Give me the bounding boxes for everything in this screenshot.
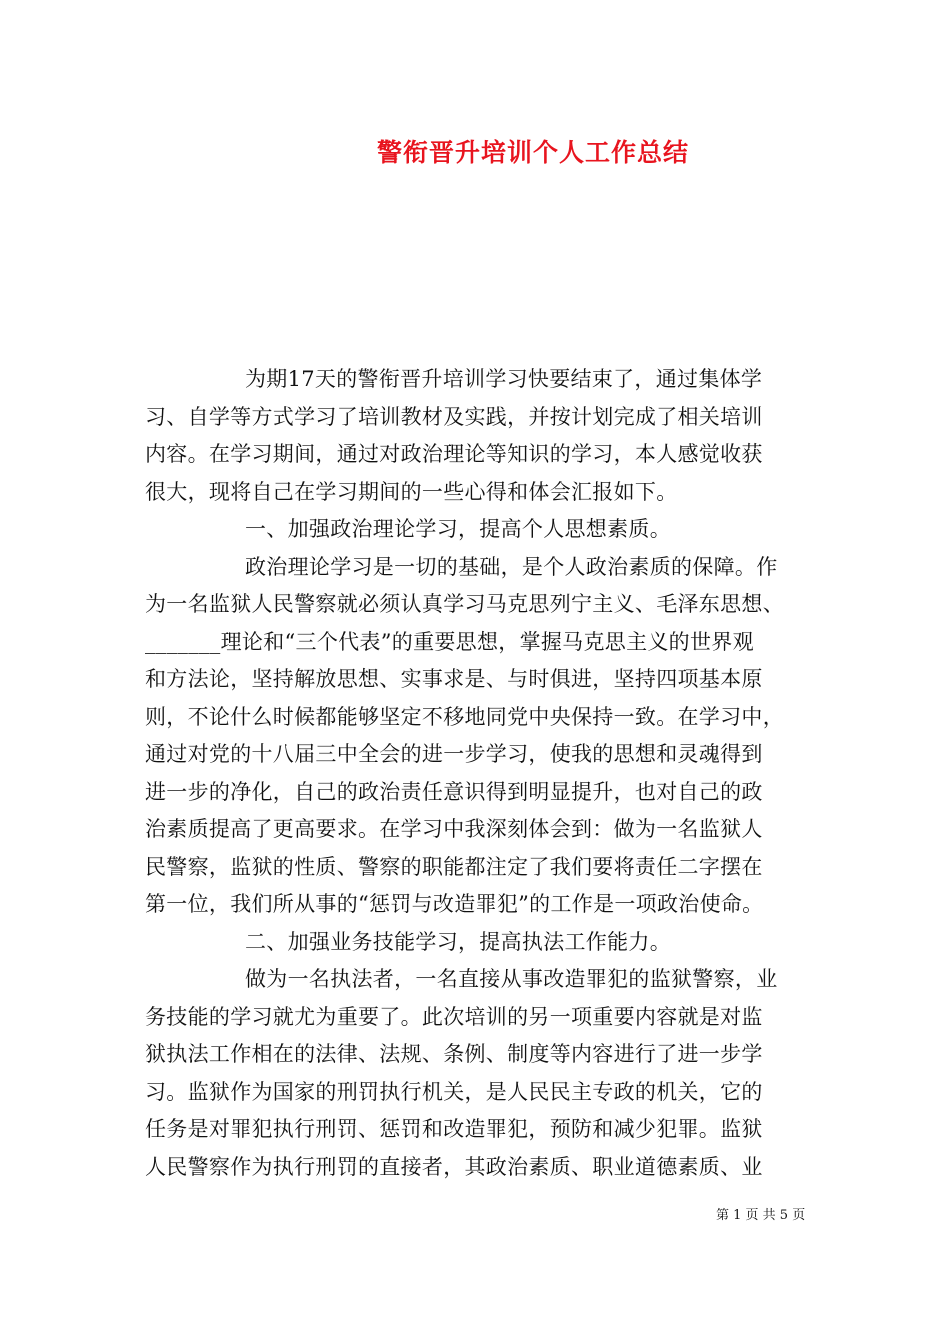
paragraph-line: 习。监狱作为国家的刑罚执行机关，是人民民主专政的机关，它的 — [145, 1079, 763, 1104]
section-heading-2: 二、加强业务技能学习，提高执法工作能力。 — [245, 929, 671, 954]
document-body — [145, 361, 815, 1186]
paragraph-line: 内容。在学习期间，通过对政治理论等知识的学习，本人感觉收获 — [145, 442, 763, 466]
paragraph-line: 为期17天的警衔晋升培训学习快要结束了，通过集体学 — [245, 367, 763, 391]
paragraph-line: 为一名监狱人民警察就必须认真学习马克思列宁主义、毛泽东思想、 — [145, 592, 784, 616]
page-number: 第 1 页 共 5 页 — [716, 1208, 806, 1223]
paragraph-line: 很大，现将自己在学习期间的一些心得和体会汇报如下。 — [145, 479, 678, 504]
paragraph-line: 务技能的学习就尤为重要了。此次培训的另一项重要内容就是对监 — [145, 1004, 763, 1029]
document-title: 警衔晋升培训个人工作总结 — [376, 138, 689, 167]
section-heading-1: 一、加强政治理论学习，提高个人思想素质。 — [245, 517, 671, 541]
paragraph-line: 政治理论学习是一切的基础，是个人政治素质的保障。作 — [245, 554, 778, 579]
paragraph-line: 做为一名执法者，一名直接从事改造罪犯的监狱警察，业 — [245, 967, 778, 991]
paragraph-line: 狱执法工作相在的法律、法规、条例、制度等内容进行了进一步学 — [145, 1042, 763, 1066]
paragraph-line: 则，不论什么时候都能够坚定不移地同党中央保持一致。在学习中， — [145, 704, 784, 729]
paragraph-line: 人民警察作为执行刑罚的直接者，其政治素质、职业道德素质、业 — [145, 1154, 763, 1179]
paragraph-line: 民警察，监狱的性质、警察的职能都注定了我们要将责任二字摆在 — [145, 854, 763, 879]
paragraph-line: _______理论和“三个代表”的重要思想，掌握马克思主义的世界观 — [145, 629, 754, 654]
paragraph-line: 治素质提高了更高要求。在学习中我深刻体会到：做为一名监狱人 — [145, 817, 763, 841]
paragraph-line: 通过对党的十八届三中全会的进一步学习，使我的思想和灵魂得到 — [145, 742, 763, 766]
paragraph-line: 任务是对罪犯执行刑罚、惩罚和改造罪犯，预防和减少犯罪。监狱 — [145, 1117, 763, 1141]
paragraph-line: 和方法论，坚持解放思想、实事求是、与时俱进，坚持四项基本原 — [145, 667, 763, 691]
paragraph-line: 习、自学等方式学习了培训教材及实践，并按计划完成了相关培训 — [145, 404, 763, 429]
paragraph-line: 第一位，我们所从事的“惩罚与改造罪犯”的工作是一项政治使命。 — [145, 892, 764, 916]
paragraph-line: 进一步的净化，自己的政治责任意识得到明显提升，也对自己的政 — [145, 779, 763, 804]
